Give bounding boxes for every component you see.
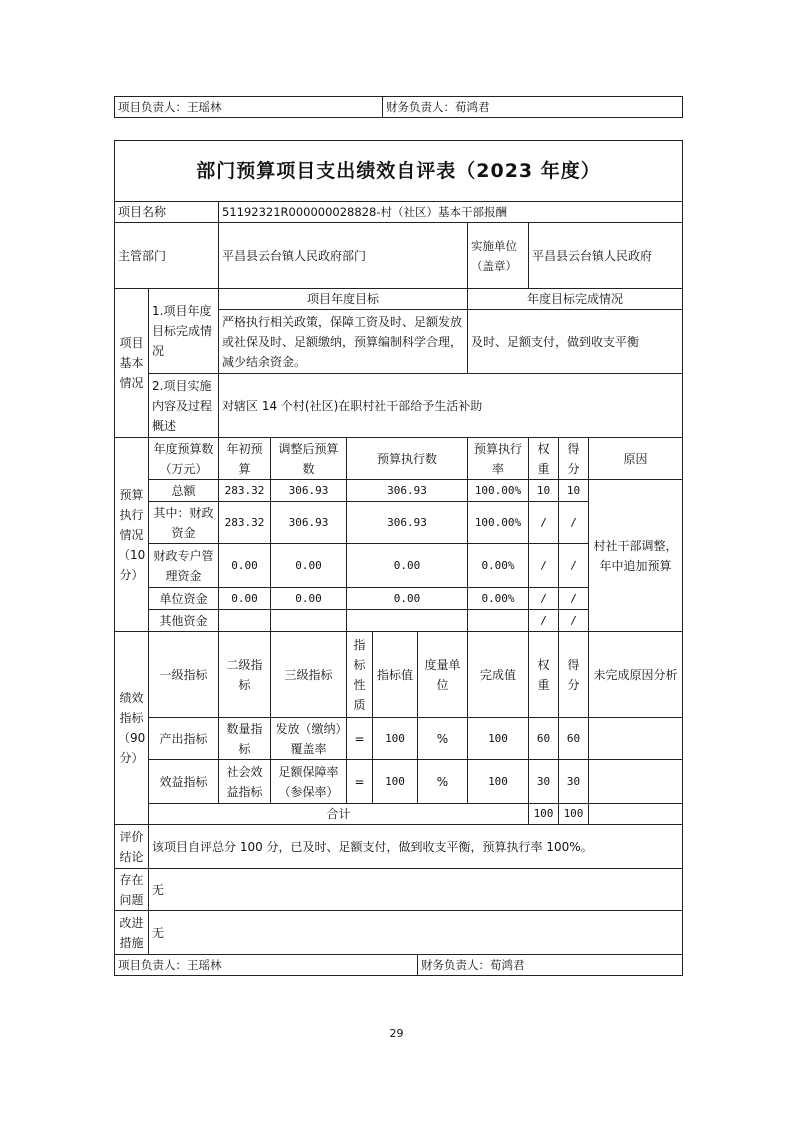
budget-initial [219, 610, 271, 632]
perf-value: 100 [373, 718, 418, 760]
budget-header-executed: 预算执行数 [347, 438, 468, 480]
impl-unit-value: 平昌县云台镇人民政府 [529, 223, 683, 289]
budget-executed: 306.93 [347, 502, 468, 544]
perf-score: 60 [559, 718, 589, 760]
perf-header-level3: 三级指标 [271, 632, 347, 718]
budget-header-annual: 年度预算数（万元） [149, 438, 219, 480]
perf-completed: 100 [468, 718, 529, 760]
perf-header-value: 指标值 [373, 632, 418, 718]
perf-unit: % [418, 760, 468, 804]
budget-header-adjusted: 调整后预算数 [271, 438, 347, 480]
budget-score: / [559, 610, 589, 632]
conclusion-label: 评价结论 [115, 825, 149, 869]
budget-reason: 村社干部调整，年中追加预算 [589, 480, 683, 632]
measures-text: 无 [149, 911, 683, 955]
content-row-label: 2.项目实施内容及过程概述 [149, 374, 219, 438]
budget-adjusted: 306.93 [271, 480, 347, 502]
basic-section-label: 项目基本情况 [115, 289, 149, 438]
page-number: 29 [389, 1027, 404, 1040]
impl-unit-label: 实施单位（盖章） [468, 223, 529, 289]
perf-header-level2: 二级指标 [219, 632, 271, 718]
total-score: 100 [559, 804, 589, 825]
budget-adjusted: 0.00 [271, 544, 347, 588]
perf-level3: 发放（缴纳）覆盖率 [271, 718, 347, 760]
budget-rate [468, 610, 529, 632]
perf-level2: 社会效益指标 [219, 760, 271, 804]
supervisor-label: 主管部门 [115, 223, 219, 289]
budget-rate: 0.00% [468, 588, 529, 610]
footer-project-lead: 项目负责人：王瑶林 [115, 955, 418, 976]
budget-rate: 100.00% [468, 480, 529, 502]
perf-header-level1: 一级指标 [149, 632, 219, 718]
total-reason [589, 804, 683, 825]
conclusion-text: 该项目自评总分 100 分，已及时、足额支付，做到收支平衡，预算执行率 100%。 [149, 825, 683, 869]
budget-header-rate: 预算执行率 [468, 438, 529, 480]
budget-rate: 100.00% [468, 502, 529, 544]
supervisor-value: 平昌县云台镇人民政府部门 [219, 223, 468, 289]
budget-header-weight: 权重 [529, 438, 559, 480]
total-label: 合计 [149, 804, 529, 825]
measures-label: 改进措施 [115, 911, 149, 955]
budget-row-label: 财政专户管理资金 [149, 544, 219, 588]
budget-executed: 0.00 [347, 544, 468, 588]
goal-row-label: 1.项目年度目标完成情况 [149, 289, 219, 374]
project-name-value: 51192321R000000028828-村（社区）基本干部报酬 [219, 202, 683, 223]
perf-level2: 数量指标 [219, 718, 271, 760]
evaluation-table [114, 140, 683, 976]
budget-section-label: 预算执行情况（10分） [115, 438, 149, 632]
budget-row-label: 总额 [149, 480, 219, 502]
budget-executed: 306.93 [347, 480, 468, 502]
budget-weight: / [529, 544, 559, 588]
budget-score: / [559, 588, 589, 610]
perf-weight: 60 [529, 718, 559, 760]
budget-initial: 0.00 [219, 544, 271, 588]
completion-header: 年度目标完成情况 [468, 289, 683, 310]
perf-header-reason: 未完成原因分析 [589, 632, 683, 718]
budget-row-label: 单位资金 [149, 588, 219, 610]
budget-initial: 0.00 [219, 588, 271, 610]
budget-score: 10 [559, 480, 589, 502]
perf-header-unit: 度量单位 [418, 632, 468, 718]
perf-unit: % [418, 718, 468, 760]
perf-header-score: 得分 [559, 632, 589, 718]
header-project-lead: 项目负责人：王瑶林 [115, 97, 383, 118]
issues-text: 无 [149, 869, 683, 911]
budget-adjusted: 0.00 [271, 588, 347, 610]
header-finance-lead: 财务负责人：荀鸿君 [383, 97, 683, 118]
goal-text: 严格执行相关政策，保障工资及时、足额发放或社保及时、足额缴纳，预算编制科学合理，减少结余资金。 [219, 310, 468, 374]
perf-value: 100 [373, 760, 418, 804]
perf-level3: 足额保障率（参保率） [271, 760, 347, 804]
budget-weight: / [529, 588, 559, 610]
perf-weight: 30 [529, 760, 559, 804]
budget-initial: 283.32 [219, 480, 271, 502]
budget-executed: 0.00 [347, 588, 468, 610]
budget-row-label: 其他资金 [149, 610, 219, 632]
budget-weight: / [529, 610, 559, 632]
content-text: 对辖区 14 个村(社区)在职村社干部给予生活补助 [219, 374, 683, 438]
perf-completed: 100 [468, 760, 529, 804]
budget-rate: 0.00% [468, 544, 529, 588]
budget-header-score: 得分 [559, 438, 589, 480]
budget-weight: 10 [529, 480, 559, 502]
performance-section-label: 绩效指标（90分） [115, 632, 149, 825]
total-weight: 100 [529, 804, 559, 825]
budget-executed [347, 610, 468, 632]
project-name-label: 项目名称 [115, 202, 219, 223]
issues-label: 存在问题 [115, 869, 149, 911]
budget-weight: / [529, 502, 559, 544]
perf-header-completed: 完成值 [468, 632, 529, 718]
footer-finance-lead: 财务负责人：荀鸿君 [418, 955, 683, 976]
budget-initial: 283.32 [219, 502, 271, 544]
perf-reason [589, 718, 683, 760]
page-title: 部门预算项目支出绩效自评表（2023 年度） [115, 141, 683, 202]
budget-adjusted: 306.93 [271, 502, 347, 544]
budget-adjusted [271, 610, 347, 632]
perf-header-nature: 指标性质 [347, 632, 373, 718]
completion-text: 及时、足额支付，做到收支平衡 [468, 310, 683, 374]
budget-header-initial: 年初预算 [219, 438, 271, 480]
goal-header: 项目年度目标 [219, 289, 468, 310]
perf-header-weight: 权重 [529, 632, 559, 718]
perf-nature: = [347, 718, 373, 760]
budget-score: / [559, 544, 589, 588]
perf-reason [589, 760, 683, 804]
budget-header-reason: 原因 [589, 438, 683, 480]
perf-score: 30 [559, 760, 589, 804]
header-signature-table [114, 96, 683, 118]
perf-nature: = [347, 760, 373, 804]
perf-level1: 产出指标 [149, 718, 219, 760]
budget-row-label: 其中：财政资金 [149, 502, 219, 544]
budget-score: / [559, 502, 589, 544]
perf-level1: 效益指标 [149, 760, 219, 804]
